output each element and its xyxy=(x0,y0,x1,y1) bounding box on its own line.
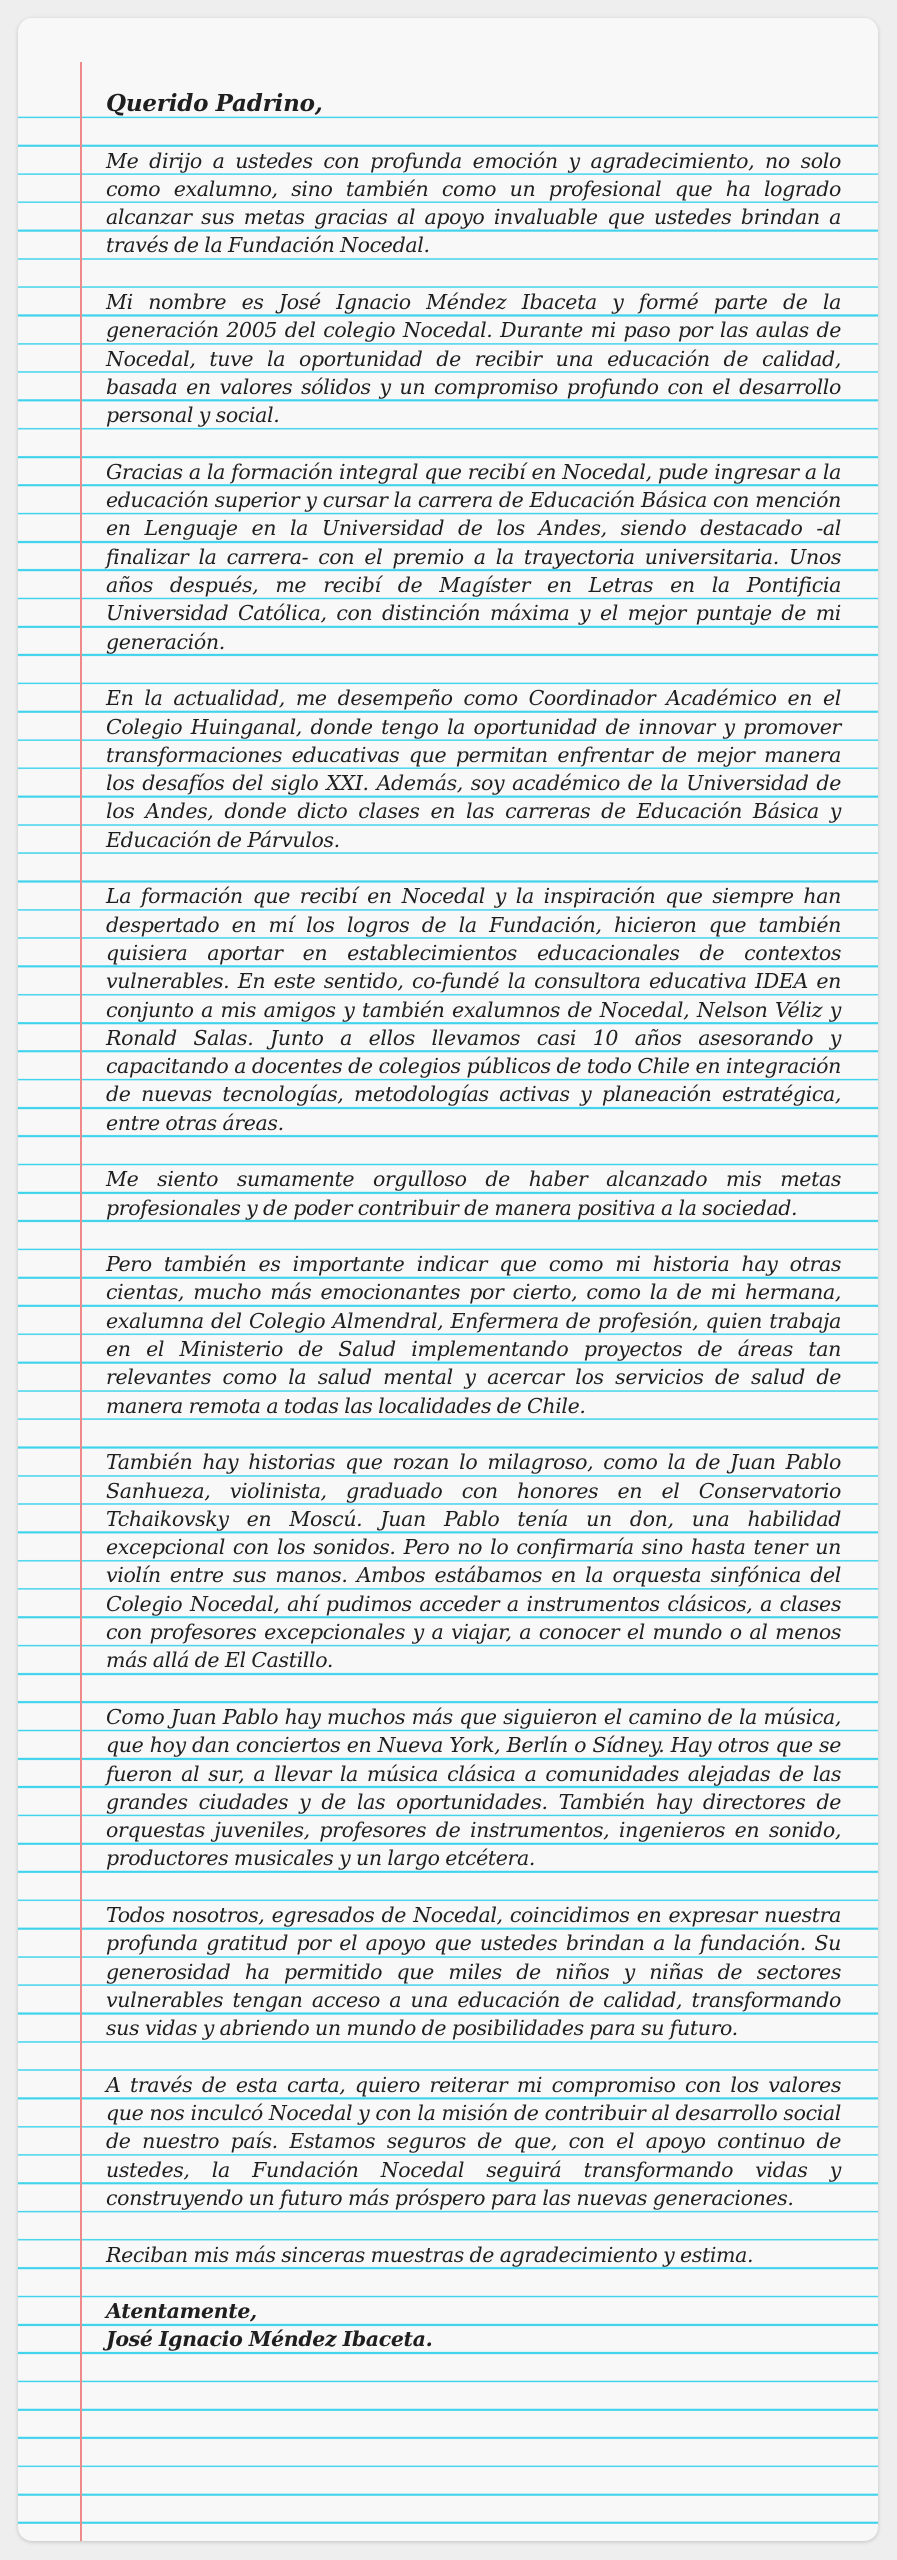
letter-paragraph: En la actualidad, me desempeño como Coordinador Académico en el Colegio Huinganal, donde tengo la oportunidad de innovar y promover transformaciones educativas que permitan enfrentar de mejor manera los desafíos del siglo XXI. Además, soy académico de la Universidad de los Andes, donde dicto clases en las carreras de Educación Básica y Educación de Párvulos. xyxy=(106,686,841,852)
letter-signature: José Ignacio Méndez Ibaceta. xyxy=(106,2327,433,2352)
letter-paragraph: Mi nombre es José Ignacio Méndez Ibaceta y formé parte de la generación 2005 del colegio Nocedal. Durante mi paso por las aulas de Nocedal, tuve la oportunidad de recibir una educación de calidad, basada en valores sólidos y un compromiso profundo con el desarrollo personal y social. xyxy=(106,290,841,428)
letter-paragraph: Me dirijo a ustedes con profunda emoción y agradecimiento, no solo como exalumno, sino también como un profesional que ha logrado alcanzar sus metas gracias al apoyo invaluable que ustedes brindan a través de la Fundación Nocedal. xyxy=(106,148,841,258)
letter-body xyxy=(106,90,841,2354)
letter-closing: Atentamente, xyxy=(106,2299,257,2324)
letter-paragraph: Me siento sumamente orgulloso de haber alcanzado mis metas profesionales y de poder contribuir de manera positiva a la sociedad. xyxy=(106,1167,841,1220)
letter-paragraph: A través de esta carta, quiero reiterar mi compromiso con los valores que nos inculcó Nocedal y con la misión de contribuir al desarrollo social de nuestro país. Estamos seguros de que, con el apoyo continuo de ustedes, la Fundación Nocedal seguirá transformando vidas y construyendo un futuro más próspero para las nuevas generaciones. xyxy=(106,2072,841,2210)
letter-paragraph: La formación que recibí en Nocedal y la inspiración que siempre han despertado en mí los logros de la Fundación, hicieron que también quisiera aportar en establecimientos educacionales de contextos vulnerables. En este sentido, co-fundé la consultora educativa IDEA en conjunto a mis amigos y también exalumnos de Nocedal, Nelson Véliz y Ronald Salas. Junto a ellos llevamos casi 10 años asesorando y capacitando a docentes de colegios públicos de todo Chile en integración de nuevas tecnologías, metodologías activas y planeación estratégica, entre otras áreas. xyxy=(106,884,841,1135)
letter-paragraph: Como Juan Pablo hay muchos más que siguieron el camino de la música, que hoy dan conciertos en Nueva York, Berlín o Sídney. Hay otros que se fueron al sur, a llevar la música clásica a comunidades alejadas de las grandes ciudades y de las oportunidades. También hay directores de orquestas juveniles, profesores de instrumentos, ingenieros en sonido, productores musicales y un largo etcétera. xyxy=(106,1704,841,1871)
letter-paragraph: También hay historias que rozan lo milagroso, como la de Juan Pablo Sanhueza, violinista, graduado con honores en el Conservatorio Tchaikovsky en Moscú. Juan Pablo tenía un don, una habilidad excepcional con los sonidos. Pero no lo confirmaría sino hasta tener un violín entre sus manos. Ambos estábamos en la orquesta sinfónica del Colegio Nocedal, ahí pudimos acceder a instrumentos clásicos, a clases con profesores excepcionales y a viajar, a conocer el mundo o al menos más allá de El Castillo. xyxy=(106,1450,841,1673)
notebook-paper xyxy=(18,18,878,2541)
letter-paragraph: Todos nosotros, egresados de Nocedal, coincidimos en expresar nuestra profunda gratitud por el apoyo que ustedes brindan a la fundación. Su generosidad ha permitido que miles de niños y niñas de sectores vulnerables tengan acceso a una educación de calidad, transformando sus vidas y abriendo un mundo de posibilidades para su futuro. xyxy=(106,1903,841,2041)
letter-greeting: Querido Padrino, xyxy=(106,90,323,117)
letter-paragraph: Gracias a la formación integral que recibí en Nocedal, pude ingresar a la educación superior y cursar la carrera de Educación Básica con mención en Lenguaje en la Universidad de los Andes, siendo destacado -al finalizar la carrera- con el premio a la trayectoria universitaria. Unos años después, me recibí de Magíster en Letras en la Pontificia Universidad Católica, con distinción máxima y el mejor puntaje de mi generación. xyxy=(106,459,841,654)
letter-paragraph: Pero también es importante indicar que como mi historia hay otras cientas, mucho más emocionantes por cierto, como la de mi hermana, exalumna del Colegio Almendral, Enfermera de profesión, quien trabaja en el Ministerio de Salud implementando proyectos de áreas tan relevantes como la salud mental y acercar los servicios de salud de manera remota a todas las localidades de Chile. xyxy=(106,1252,841,1418)
margin-line xyxy=(80,62,82,2541)
letter-paragraph: Reciban mis más sinceras muestras de agradecimiento y estima. xyxy=(106,2242,754,2267)
